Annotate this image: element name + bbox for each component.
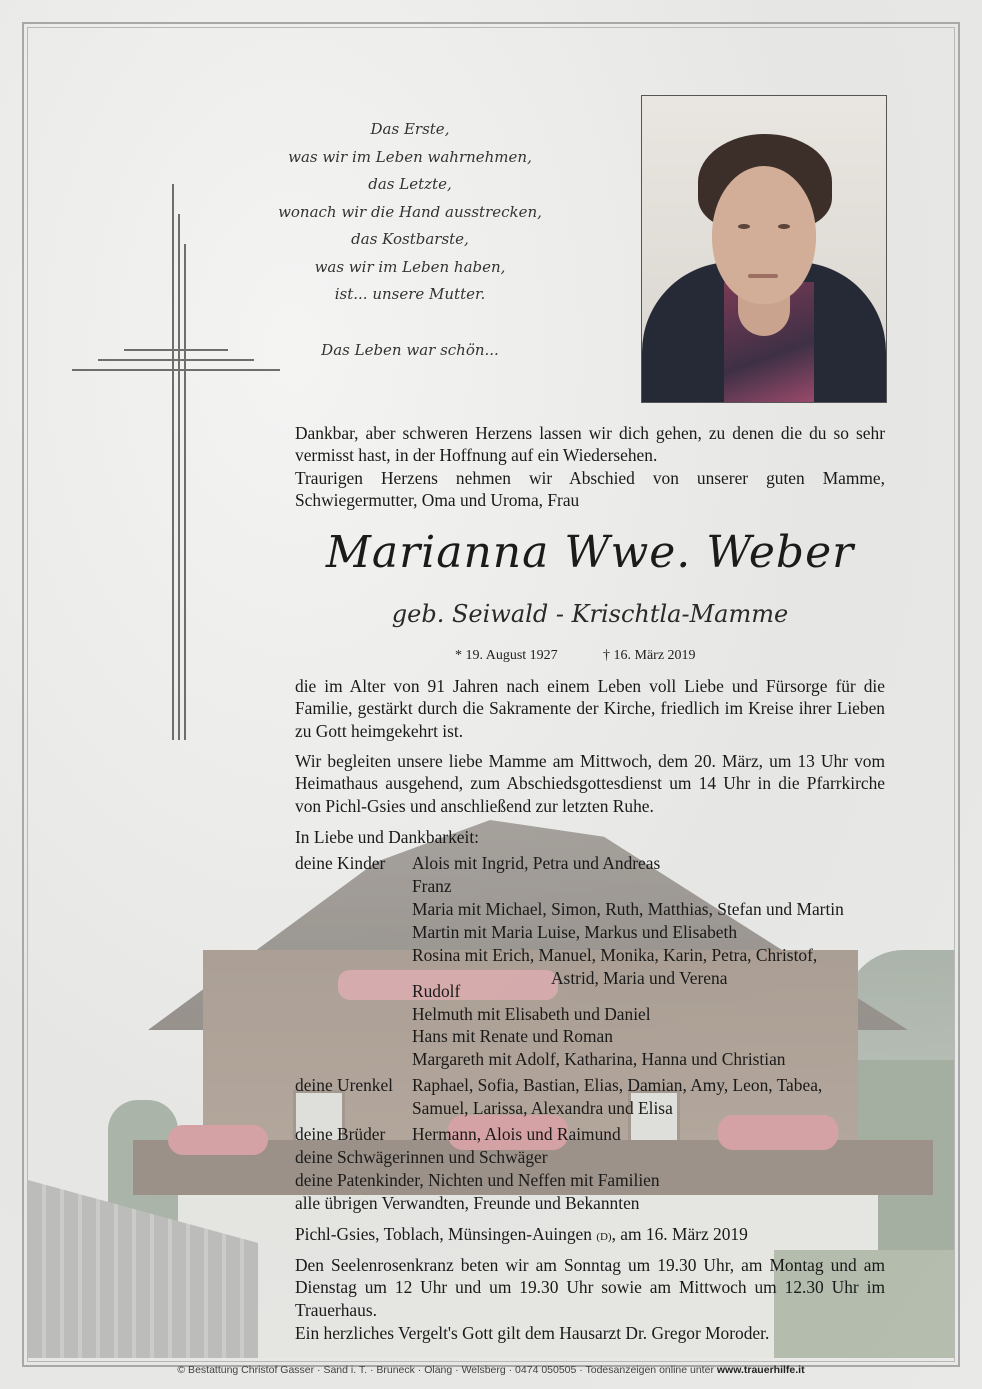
death-date: † 16. März 2019 <box>603 648 696 663</box>
footer-text: © Bestattung Christof Gasser · Sand i. T. · Bruneck · Olang · Welsberg · 0474 050505 · Todesanzeigen online unter <box>177 1364 717 1376</box>
family-entry: Hermann, Alois und Raimund <box>412 1124 621 1144</box>
family-entry: Margareth mit Adolf, Katharina, Hanna und Christian <box>412 1049 786 1069</box>
family-entry: Raphael, Sofia, Bastian, Elias, Damian, Amy, Leon, Tabea, <box>412 1075 823 1095</box>
portrait-photo <box>641 95 887 403</box>
thanks-line: In Liebe und Dankbarkeit: <box>295 827 479 847</box>
family-entry: Rosina mit Erich, Manuel, Monika, Karin, Petra, Christof, <box>412 945 818 965</box>
family-entry: alle übrigen Verwandten, Freunde und Bekannten <box>295 1193 640 1213</box>
family-entry: Samuel, Larissa, Alexandra und Elisa <box>412 1098 673 1118</box>
family-entry: Alois mit Ingrid, Petra und Andreas <box>412 853 661 873</box>
family-entry: Martin mit Maria Luise, Markus und Elisabeth <box>412 922 738 942</box>
deceased-name: Marianna Wwe. Weber <box>325 527 855 578</box>
urenkel-label: deine Urenkel <box>295 1075 394 1095</box>
footer-website-link[interactable]: www.trauerhilfe.it <box>716 1364 805 1376</box>
family-entry: Franz <box>412 876 452 896</box>
poem-line: das Letzte, <box>368 175 452 193</box>
poem-line: das Kostbarste, <box>351 230 469 248</box>
poem-line: ist... unsere Mutter. <box>334 285 486 303</box>
place-date-line <box>295 1224 748 1245</box>
birth-date: * 19. August 1927 <box>455 648 558 663</box>
poem-line: was wir im Leben haben, <box>314 257 506 276</box>
family-entry: Hans mit Renate und Roman <box>412 1026 613 1046</box>
poem-line: Das Erste, <box>370 120 450 138</box>
family-entry: Astrid, Maria und Verena <box>551 968 728 988</box>
poem-closing: Das Leben war schön... <box>321 340 499 359</box>
family-entry: Rudolf <box>412 981 461 1001</box>
poem-line: was wir im Leben wahrnehmen, <box>288 147 532 166</box>
poem <box>260 116 560 364</box>
brueder-label: deine Brüder <box>295 1124 386 1144</box>
family-entry: deine Schwägerinnen und Schwäger <box>295 1147 548 1167</box>
funeral-paragraph: Wir begleiten unsere liebe Mamme am Mittwoch, dem 20. März, um 13 Uhr vom Heimathaus ausgehend, zum Abschiedsgottesdienst um 14 Uhr in die Pfarrkirche von Pichl-Gsies und anschließend zur letzten Ruhe. <box>295 751 885 816</box>
family-entry: deine Patenkinder, Nichten und Neffen mit Familien <box>295 1170 660 1190</box>
intro-paragraph-2: Traurigen Herzens nehmen wir Abschied von unserer guten Mamme, Schwiegermutter, Oma und Uroma, Frau <box>295 468 885 511</box>
country-code: (D) <box>596 1231 612 1243</box>
family-entry: Helmuth mit Elisabeth und Daniel <box>412 1004 651 1024</box>
body-paragraph: die im Alter von 91 Jahren nach einem Leben voll Liebe und Fürsorge für die Familie, gestärkt durch die Sakramente der Kirche, friedlich im Kreise ihrer Lieben zu Gott heimgekehrt ist. <box>295 676 885 741</box>
footer <box>0 1364 982 1376</box>
poem-line: wonach wir die Hand ausstrecken, <box>278 202 542 221</box>
notice-date: , am 16. März 2019 <box>611 1224 748 1244</box>
rosary-paragraph: Den Seelenrosenkranz beten wir am Sonntag um 19.30 Uhr, am Montag und am Dienstag um 12 Uhr und um 19.30 Uhr sowie am Mittwoch um 12.30 Uhr im Trauerhaus. <box>295 1255 885 1320</box>
maiden-name: geb. Seiwald - Krischtla-Mamme <box>391 600 789 628</box>
kinder-label: deine Kinder <box>295 853 386 873</box>
thanks-doctor: Ein herzliches Vergelt's Gott gilt dem Hausarzt Dr. Gregor Moroder. <box>295 1323 770 1343</box>
family-entry: Maria mit Michael, Simon, Ruth, Matthias, Stefan und Martin <box>412 899 844 919</box>
place-names: Pichl-Gsies, Toblach, Münsingen-Auingen <box>295 1224 592 1244</box>
intro-paragraph: Dankbar, aber schweren Herzens lassen wir dich gehen, zu denen die du so sehr vermisst hast, in der Hoffnung auf ein Wiedersehen. <box>295 423 885 466</box>
